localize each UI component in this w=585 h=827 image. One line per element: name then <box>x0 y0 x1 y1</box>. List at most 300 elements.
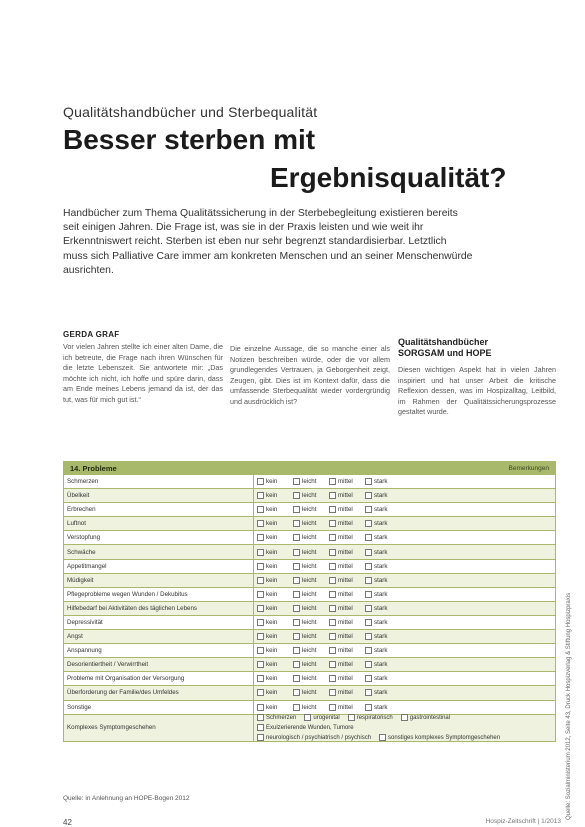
option-label: stark <box>374 548 388 556</box>
option-kein[interactable] <box>257 704 293 711</box>
option-leicht[interactable] <box>293 689 329 696</box>
option-label: leicht <box>302 675 317 683</box>
option-label: kein <box>266 661 278 669</box>
table-row <box>64 700 555 714</box>
footer-publication: Hospiz-Zeitschrift | 1/2013 <box>485 818 561 825</box>
option-stark[interactable] <box>365 591 401 598</box>
option-label: kein <box>266 703 278 711</box>
table-row <box>64 685 555 699</box>
side-caption: Quelle: Sozialministerium 2012, Seite 43, Druck Hospizverlag & Stiftung Hospizpraxis <box>566 592 572 820</box>
table-row <box>64 544 555 558</box>
row-label: Erbrechen <box>64 503 254 516</box>
row-label: Angst <box>64 630 254 643</box>
checkbox[interactable] <box>348 714 355 721</box>
checkbox[interactable] <box>257 492 264 499</box>
body-column-1: Vor vielen Jahren stellte ich einer alten Dame, die ich betreute, die Frage nach ihren Wünschen für die letzte Lebenszeit. Sie antwortete mir: „Das möchte ich nicht, ich hoffe und spüre darin, dass am Ende meines Lebens jemand da ist, der das tut, was für mich gut ist.“ <box>63 342 223 404</box>
option-label: stark <box>374 647 388 655</box>
table-row <box>64 573 555 587</box>
option-label: Exulzerierende Wunden, Tumore <box>266 724 354 731</box>
page-number: 42 <box>63 818 72 827</box>
checkbox[interactable] <box>365 661 372 668</box>
option-label: stark <box>374 492 388 500</box>
option-label: sonstiges komplexes Symptomgeschehen <box>388 734 501 741</box>
checkbox[interactable] <box>293 591 300 598</box>
checkbox[interactable] <box>365 633 372 640</box>
row-options <box>254 689 401 696</box>
option-mittel[interactable] <box>329 661 365 668</box>
row-options <box>254 478 401 485</box>
row-label: Verstopfung <box>64 531 254 544</box>
option-label: mittel <box>338 534 353 542</box>
checkbox[interactable] <box>257 724 264 731</box>
option-label: urogenital <box>313 714 340 721</box>
table-row <box>64 559 555 573</box>
checkbox[interactable] <box>329 619 336 626</box>
row-label: Überforderung der Familie/des Umfeldes <box>64 686 254 699</box>
kicker: Qualitätshandbücher und Sterbequalität <box>63 104 318 120</box>
section-heading-line-2: SORGSAM und HOPE <box>398 348 492 358</box>
option-leicht[interactable] <box>293 633 329 640</box>
complex-option[interactable] <box>257 724 354 731</box>
checkbox[interactable] <box>257 478 264 485</box>
checkbox[interactable] <box>365 704 372 711</box>
checkbox[interactable] <box>257 605 264 612</box>
option-label: stark <box>374 478 388 486</box>
option-stark[interactable] <box>365 492 401 499</box>
row-label: Sonstige <box>64 701 254 714</box>
option-label: kein <box>266 562 278 570</box>
checkbox[interactable] <box>329 704 336 711</box>
checkbox[interactable] <box>329 689 336 696</box>
complex-options-line <box>257 714 500 721</box>
checkbox[interactable] <box>304 714 311 721</box>
checkbox[interactable] <box>365 605 372 612</box>
checkbox[interactable] <box>401 714 408 721</box>
table-row <box>64 643 555 657</box>
checkbox[interactable] <box>329 478 336 485</box>
option-label: stark <box>374 661 388 669</box>
option-stark[interactable] <box>365 661 401 668</box>
body-column-3: Diesen wichtigen Aspekt hat in vielen Jahren inspiriert und hat unser Arbeit die kritische Reflexion dessen, was im Hospizalltag, Leitbild, im Rahmen der Qualitätssicherungsprozesse gestaltet wurde. <box>398 365 556 417</box>
option-label: kein <box>266 689 278 697</box>
option-label: mittel <box>338 492 353 500</box>
checkbox[interactable] <box>257 563 264 570</box>
checkbox[interactable] <box>365 647 372 654</box>
option-mittel[interactable] <box>329 549 365 556</box>
checkbox[interactable] <box>365 506 372 513</box>
option-label: leicht <box>302 548 317 556</box>
option-stark[interactable] <box>365 605 401 612</box>
option-label: stark <box>374 675 388 683</box>
option-label: leicht <box>302 478 317 486</box>
checkbox[interactable] <box>293 506 300 513</box>
option-mittel[interactable] <box>329 506 365 513</box>
option-label: mittel <box>338 562 353 570</box>
checkbox[interactable] <box>365 689 372 696</box>
author: GERDA GRAF <box>63 330 120 339</box>
checkbox[interactable] <box>329 605 336 612</box>
complex-option[interactable] <box>257 734 371 741</box>
checkbox[interactable] <box>329 675 336 682</box>
option-label: leicht <box>302 703 317 711</box>
checkbox[interactable] <box>329 520 336 527</box>
option-label: mittel <box>338 520 353 528</box>
table-heading-note: Bemerkungen <box>508 464 549 472</box>
row-label: Komplexes Symptomgeschehen <box>64 715 254 741</box>
table-row <box>64 629 555 643</box>
option-stark[interactable] <box>365 689 401 696</box>
option-kein[interactable] <box>257 647 293 654</box>
row-options <box>254 534 401 541</box>
checkbox[interactable] <box>257 647 264 654</box>
checkbox[interactable] <box>293 661 300 668</box>
option-label: kein <box>266 506 278 514</box>
option-label: mittel <box>338 604 353 612</box>
row-options <box>254 506 401 513</box>
option-kein[interactable] <box>257 506 293 513</box>
option-stark[interactable] <box>365 478 401 485</box>
option-label: kein <box>266 534 278 542</box>
problems-table <box>63 461 556 742</box>
option-stark[interactable] <box>365 633 401 640</box>
table-row-complex <box>64 714 555 741</box>
option-label: Schmerzen <box>266 714 297 721</box>
option-stark[interactable] <box>365 647 401 654</box>
body-column-2: Die einzelne Aussage, die so manche einer als Notizen beschreiben würde, oder die vor allem grundlegendes Vertrauen, ja Geborgenheit zeigt, Zeugen, gibt. Dies ist im Kontext dafür, dass die umfassende Sterbequalität wieder vordergründig und ausdrücklich ist? <box>230 344 390 406</box>
option-stark[interactable] <box>365 675 401 682</box>
option-label: leicht <box>302 534 317 542</box>
table-row <box>64 502 555 516</box>
option-mittel[interactable] <box>329 591 365 598</box>
option-stark[interactable] <box>365 534 401 541</box>
table-row <box>64 516 555 530</box>
option-label: mittel <box>338 633 353 641</box>
option-stark[interactable] <box>365 704 401 711</box>
table-row <box>64 671 555 685</box>
checkbox[interactable] <box>329 506 336 513</box>
row-options <box>254 661 401 668</box>
checkbox[interactable] <box>365 619 372 626</box>
option-kein[interactable] <box>257 492 293 499</box>
option-label: kein <box>266 520 278 528</box>
option-label: stark <box>374 689 388 697</box>
option-leicht[interactable] <box>293 534 329 541</box>
checkbox[interactable] <box>365 549 372 556</box>
option-label: stark <box>374 562 388 570</box>
option-label: kein <box>266 647 278 655</box>
option-leicht[interactable] <box>293 647 329 654</box>
option-leicht[interactable] <box>293 549 329 556</box>
headline-line-1: Besser sterben mit <box>63 124 316 155</box>
checkbox[interactable] <box>365 563 372 570</box>
option-label: kein <box>266 548 278 556</box>
checkbox[interactable] <box>257 675 264 682</box>
row-options <box>254 492 401 499</box>
option-mittel[interactable] <box>329 647 365 654</box>
option-label: stark <box>374 590 388 598</box>
row-label: Depressivität <box>64 616 254 629</box>
complex-option[interactable] <box>379 734 500 741</box>
option-mittel[interactable] <box>329 492 365 499</box>
complex-option[interactable] <box>304 714 339 721</box>
checkbox[interactable] <box>293 689 300 696</box>
option-kein[interactable] <box>257 619 293 626</box>
option-label: leicht <box>302 506 317 514</box>
checkbox[interactable] <box>293 577 300 584</box>
checkbox[interactable] <box>293 619 300 626</box>
row-options <box>254 605 401 612</box>
option-mittel[interactable] <box>329 619 365 626</box>
table-header <box>64 462 555 474</box>
option-kein[interactable] <box>257 520 293 527</box>
option-leicht[interactable] <box>293 661 329 668</box>
option-label: mittel <box>338 675 353 683</box>
option-label: mittel <box>338 689 353 697</box>
row-label: Müdigkeit <box>64 574 254 587</box>
row-label: Anspannung <box>64 644 254 657</box>
option-leicht[interactable] <box>293 506 329 513</box>
option-label: mittel <box>338 590 353 598</box>
checkbox[interactable] <box>293 675 300 682</box>
row-options <box>254 577 401 584</box>
option-kein[interactable] <box>257 549 293 556</box>
row-label: Schmerzen <box>64 475 254 488</box>
option-stark[interactable] <box>365 506 401 513</box>
option-mittel[interactable] <box>329 520 365 527</box>
option-stark[interactable] <box>365 520 401 527</box>
option-leicht[interactable] <box>293 577 329 584</box>
complex-option[interactable] <box>257 714 296 721</box>
option-label: kein <box>266 675 278 683</box>
option-label: mittel <box>338 618 353 626</box>
table-row <box>64 488 555 502</box>
table-body <box>64 474 555 714</box>
option-label: kein <box>266 633 278 641</box>
option-stark[interactable] <box>365 549 401 556</box>
option-label: stark <box>374 576 388 584</box>
option-kein[interactable] <box>257 534 293 541</box>
option-label: kein <box>266 604 278 612</box>
complex-option[interactable] <box>348 714 393 721</box>
checkbox[interactable] <box>329 577 336 584</box>
option-mittel[interactable] <box>329 478 365 485</box>
option-kein[interactable] <box>257 605 293 612</box>
table-row <box>64 530 555 544</box>
checkbox[interactable] <box>293 563 300 570</box>
checkbox[interactable] <box>293 704 300 711</box>
row-options <box>254 647 401 654</box>
option-label: leicht <box>302 633 317 641</box>
checkbox[interactable] <box>257 520 264 527</box>
checkbox[interactable] <box>293 492 300 499</box>
checkbox[interactable] <box>257 534 264 541</box>
option-label: stark <box>374 633 388 641</box>
checkbox[interactable] <box>293 520 300 527</box>
option-kein[interactable] <box>257 661 293 668</box>
row-options <box>254 520 401 527</box>
table-row <box>64 657 555 671</box>
option-label: gastrointestinal <box>409 714 451 721</box>
checkbox[interactable] <box>257 577 264 584</box>
option-label: mittel <box>338 703 353 711</box>
checkbox[interactable] <box>257 619 264 626</box>
row-label: Appetitmangel <box>64 560 254 573</box>
option-label: leicht <box>302 689 317 697</box>
row-options <box>254 675 401 682</box>
row-options <box>254 619 401 626</box>
checkbox[interactable] <box>329 591 336 598</box>
option-mittel[interactable] <box>329 633 365 640</box>
option-kein[interactable] <box>257 591 293 598</box>
option-stark[interactable] <box>365 577 401 584</box>
option-label: neurologisch / psychiatrisch / psychisch <box>266 734 372 741</box>
option-label: stark <box>374 703 388 711</box>
option-label: kein <box>266 492 278 500</box>
option-leicht[interactable] <box>293 563 329 570</box>
section-heading-line-1: Qualitätshandbücher <box>398 337 489 347</box>
checkbox[interactable] <box>379 734 386 741</box>
option-label: mittel <box>338 548 353 556</box>
option-label: leicht <box>302 647 317 655</box>
row-label: Übelkeit <box>64 489 254 502</box>
table-heading: 14. Probleme <box>70 463 117 473</box>
option-mittel[interactable] <box>329 675 365 682</box>
option-mittel[interactable] <box>329 704 365 711</box>
option-leicht[interactable] <box>293 675 329 682</box>
row-label: Schwäche <box>64 545 254 558</box>
row-label: Luftnot <box>64 517 254 530</box>
row-options <box>254 591 401 598</box>
checkbox[interactable] <box>293 549 300 556</box>
complex-options-line <box>257 734 500 741</box>
checkbox[interactable] <box>257 704 264 711</box>
checkbox[interactable] <box>293 534 300 541</box>
option-stark[interactable] <box>365 563 401 570</box>
checkbox[interactable] <box>257 633 264 640</box>
complex-option[interactable] <box>401 714 450 721</box>
table-row <box>64 601 555 615</box>
option-kein[interactable] <box>257 478 293 485</box>
option-label: mittel <box>338 647 353 655</box>
option-label: leicht <box>302 492 317 500</box>
option-leicht[interactable] <box>293 704 329 711</box>
option-label: leicht <box>302 590 317 598</box>
option-mittel[interactable] <box>329 605 365 612</box>
option-kein[interactable] <box>257 689 293 696</box>
option-label: leicht <box>302 520 317 528</box>
option-leicht[interactable] <box>293 619 329 626</box>
checkbox[interactable] <box>329 563 336 570</box>
checkbox[interactable] <box>329 661 336 668</box>
complex-options-line <box>257 724 500 731</box>
row-options <box>254 704 401 711</box>
checkbox[interactable] <box>365 520 372 527</box>
option-mittel[interactable] <box>329 689 365 696</box>
checkbox[interactable] <box>365 534 372 541</box>
checkbox[interactable] <box>365 577 372 584</box>
option-label: stark <box>374 534 388 542</box>
checkbox[interactable] <box>365 675 372 682</box>
row-label: Probleme mit Organisation der Versorgung <box>64 672 254 685</box>
row-label: Desorientiertheit / Verwirrtheit <box>64 658 254 671</box>
checkbox[interactable] <box>257 506 264 513</box>
table-row <box>64 587 555 601</box>
option-label: mittel <box>338 576 353 584</box>
option-label: leicht <box>302 604 317 612</box>
option-label: leicht <box>302 562 317 570</box>
option-label: mittel <box>338 661 353 669</box>
checkbox[interactable] <box>257 714 264 721</box>
option-mittel[interactable] <box>329 534 365 541</box>
option-mittel[interactable] <box>329 577 365 584</box>
checkbox[interactable] <box>329 492 336 499</box>
checkbox[interactable] <box>329 549 336 556</box>
checkbox[interactable] <box>257 591 264 598</box>
option-mittel[interactable] <box>329 563 365 570</box>
option-leicht[interactable] <box>293 605 329 612</box>
checkbox[interactable] <box>293 647 300 654</box>
checkbox[interactable] <box>293 478 300 485</box>
row-options <box>254 563 401 570</box>
checkbox[interactable] <box>329 647 336 654</box>
checkbox[interactable] <box>365 478 372 485</box>
option-label: stark <box>374 604 388 612</box>
option-leicht[interactable] <box>293 492 329 499</box>
option-label: mittel <box>338 478 353 486</box>
option-kein[interactable] <box>257 675 293 682</box>
option-stark[interactable] <box>365 619 401 626</box>
checkbox[interactable] <box>257 689 264 696</box>
option-label: leicht <box>302 618 317 626</box>
option-label: leicht <box>302 661 317 669</box>
option-label: leicht <box>302 576 317 584</box>
option-kein[interactable] <box>257 577 293 584</box>
option-leicht[interactable] <box>293 478 329 485</box>
complex-options <box>254 714 500 741</box>
option-label: stark <box>374 520 388 528</box>
checkbox[interactable] <box>293 633 300 640</box>
source-note: Quelle: in Anlehnung an HOPE-Bogen 2012 <box>63 795 190 802</box>
row-options <box>254 633 401 640</box>
option-leicht[interactable] <box>293 520 329 527</box>
checkbox[interactable] <box>329 633 336 640</box>
option-label: kein <box>266 618 278 626</box>
section-heading <box>398 337 492 359</box>
row-label: Pflegeprobleme wegen Wunden / Dekubitus <box>64 588 254 601</box>
option-label: respiratorisch <box>356 714 393 721</box>
headline-line-2: Ergebnisqualität? <box>270 162 507 193</box>
option-kein[interactable] <box>257 633 293 640</box>
option-label: kein <box>266 576 278 584</box>
checkbox[interactable] <box>257 661 264 668</box>
checkbox[interactable] <box>257 734 264 741</box>
option-label: kein <box>266 478 278 486</box>
checkbox[interactable] <box>365 492 372 499</box>
checkbox[interactable] <box>365 591 372 598</box>
option-label: kein <box>266 590 278 598</box>
checkbox[interactable] <box>293 605 300 612</box>
checkbox[interactable] <box>257 549 264 556</box>
option-label: mittel <box>338 506 353 514</box>
option-label: stark <box>374 618 388 626</box>
checkbox[interactable] <box>329 534 336 541</box>
table-row <box>64 615 555 629</box>
option-kein[interactable] <box>257 563 293 570</box>
table-row <box>64 474 555 488</box>
option-leicht[interactable] <box>293 591 329 598</box>
lead-paragraph: Handbücher zum Thema Qualitätssicherung in der Sterbebegleitung existieren bereits seit einigen Jahren. Die Frage ist, was sie in der Praxis leisten und wie weit ihr Erkenntniswert reicht. Sterben ist eben nur sehr begrenzt standardisierbar. Letztlich muss sich Palliative Care immer am konkreten Menschen und an seiner Menschenwürde ausrichten. <box>63 208 473 276</box>
row-options <box>254 549 401 556</box>
